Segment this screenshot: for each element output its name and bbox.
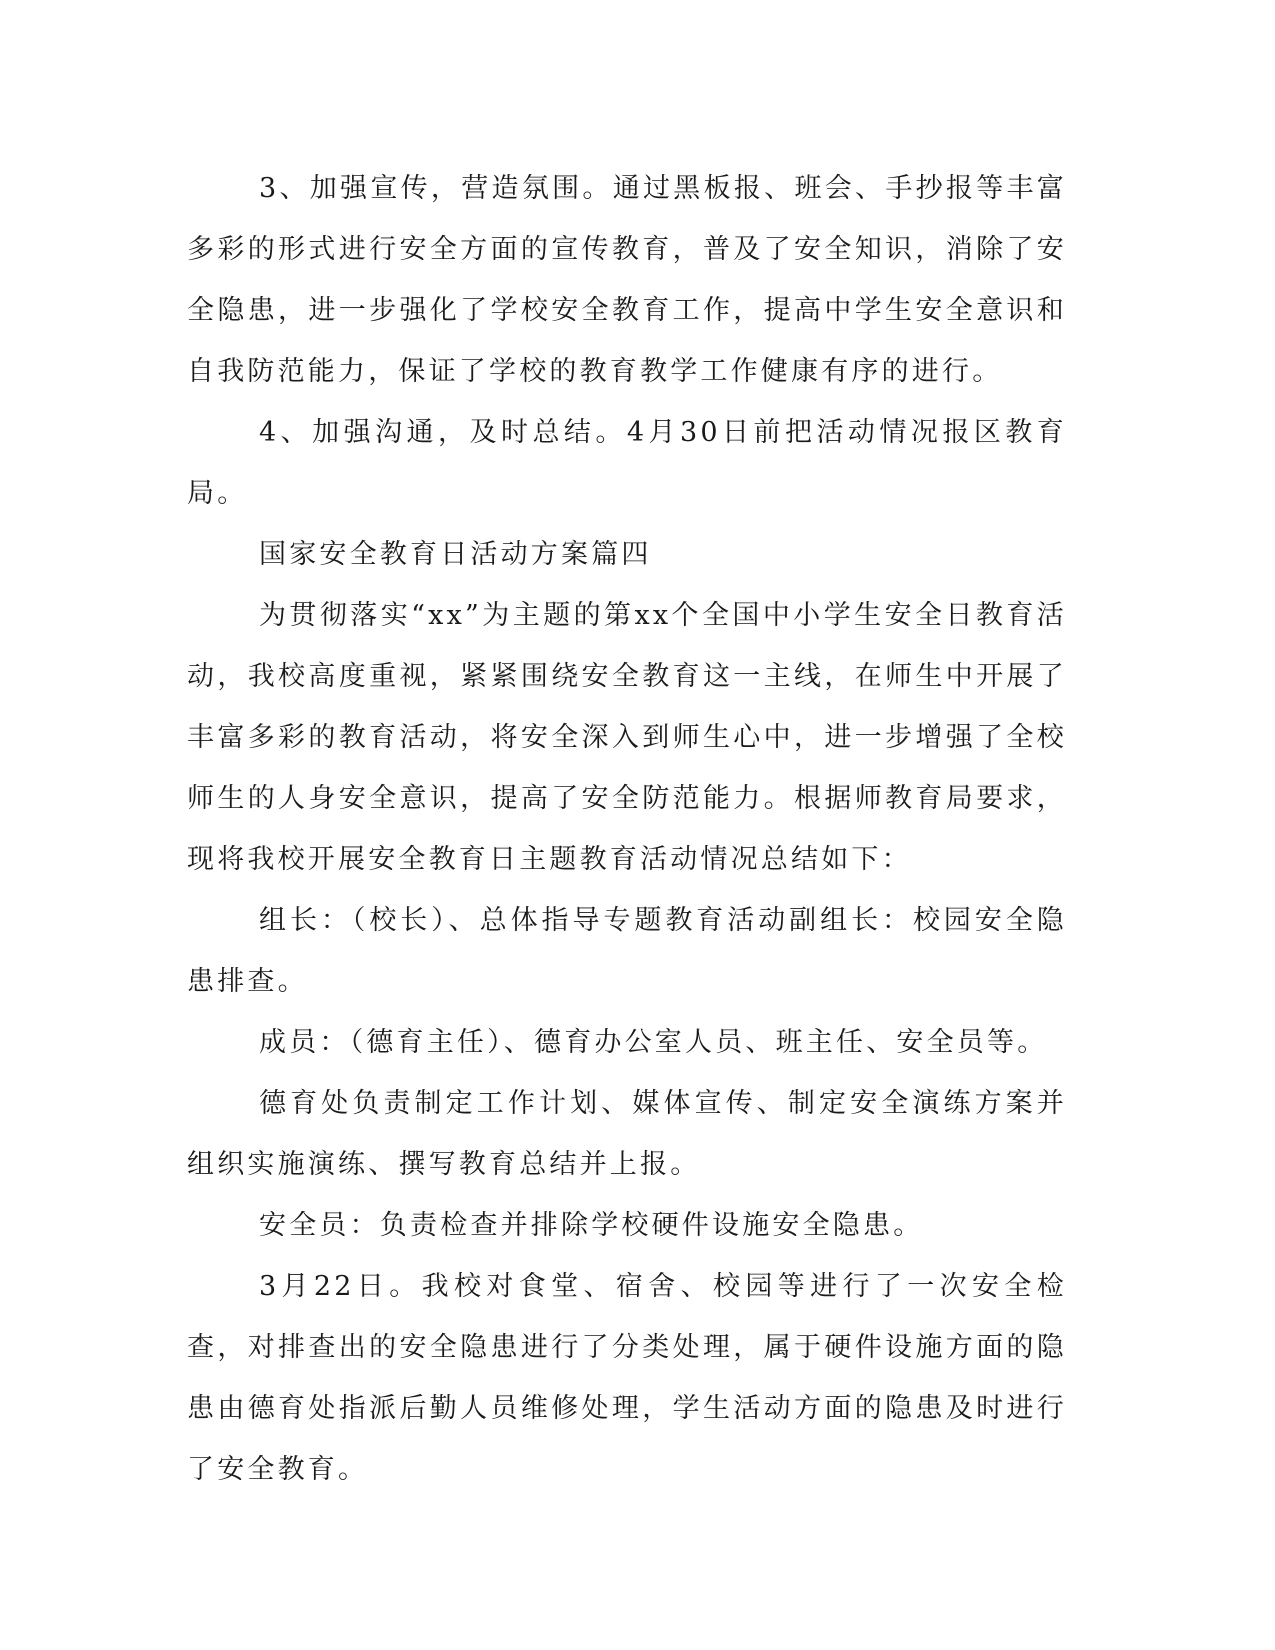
paragraph-inspection: 3月22日。我校对食堂、宿舍、校园等进行了一次安全检查，对排查出的安全隐患进行了分类处理，属于硬件设施方面的隐患由德育处指派后勤人员维修处理，学生活动方面的隐患及时进行了安全教育。 [187, 1271, 1067, 1485]
paragraph-communication: 4、加强沟通，及时总结。4月30日前把活动情况报区教育局。 [187, 417, 1067, 509]
paragraph-group-leader: 组长：（校长）、总体指导专题教育活动副组长：校园安全隐患排查。 [187, 905, 1067, 997]
section-heading: 国家安全教育日活动方案篇四 [259, 539, 652, 570]
paragraph-members: 成员：（德育主任）、德育办公室人员、班主任、安全员等。 [259, 1027, 1048, 1058]
paragraph-publicity: 3、加强宣传，营造氛围。通过黑板报、班会、手抄报等丰富多彩的形式进行安全方面的宣传教育，普及了安全知识，消除了安全隐患，进一步强化了学校安全教育工作，提高中学生安全意识和自我防范能力，保证了学校的教育教学工作健康有序的进行。 [187, 173, 1067, 387]
paragraph-introduction: 为贯彻落实“xx”为主题的第xx个全国中小学生安全日教育活动，我校高度重视，紧紧围绕安全教育这一主线，在师生中开展了丰富多彩的教育活动，将安全深入到师生心中，进一步增强了全校师生的人身安全意识，提高了安全防范能力。根据师教育局要求，现将我校开展安全教育日主题教育活动情况总结如下： [187, 600, 1067, 875]
paragraph-safety-officer: 安全员：负责检查并排除学校硬件设施安全隐患。 [259, 1210, 924, 1241]
paragraph-moral-education-office: 德育处负责制定工作计划、媒体宣传、制定安全演练方案并组织实施演练、撰写教育总结并上报。 [187, 1088, 1067, 1180]
document-body [187, 158, 1067, 1500]
